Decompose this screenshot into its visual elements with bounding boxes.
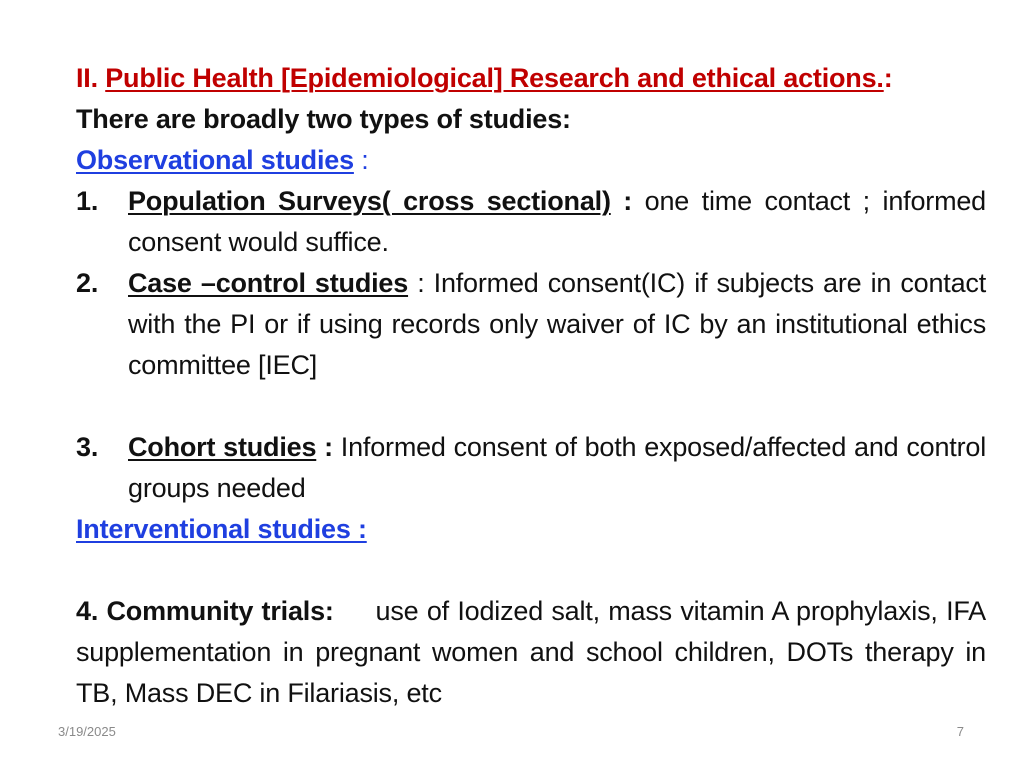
community-trials-paragraph — [76, 591, 986, 714]
observational-heading — [76, 140, 986, 181]
interventional-heading — [76, 509, 986, 550]
item-body — [128, 427, 986, 509]
footer-date: 3/19/2025 — [58, 724, 116, 739]
item-separator: : — [408, 268, 434, 298]
item-body — [128, 263, 986, 386]
item-text: Informed consent of both exposed/affected and control groups needed — [128, 432, 987, 503]
spacer — [76, 550, 986, 591]
item-separator: : — [316, 432, 341, 462]
item-text: one time contact ; informed consent would suffice. — [128, 186, 986, 257]
heading-suffix: : — [883, 63, 893, 93]
item-title: Case –control studies — [128, 268, 409, 298]
item-number: 1. — [76, 186, 99, 216]
item-text: Informed consent(IC) if subjects are in contact with the PI or if using records only waiver of IC by an institutional ethics committee [IEC] — [128, 268, 986, 380]
item-separator: : — [610, 186, 645, 216]
community-lead: 4. Community trials: — [76, 596, 334, 626]
study-item-2 — [76, 263, 986, 386]
study-item-3 — [76, 427, 986, 509]
heading-prefix: II. — [76, 63, 106, 93]
interventional-label: Interventional studies : — [76, 514, 367, 544]
community-text: use of Iodized salt, mass vitamin A prophylaxis, IFA supplementation in pregnant women and school children, DOTs therapy in TB, Mass DEC in Filariasis, etc — [76, 596, 986, 708]
slide-content — [76, 58, 986, 714]
item-title: Cohort studies — [128, 432, 317, 462]
heading-title: Public Health [Epidemiological] Research and ethical actions. — [105, 63, 884, 93]
footer-page-number: 7 — [956, 724, 964, 739]
observational-suffix: : — [353, 145, 369, 175]
item-body — [128, 181, 986, 263]
study-item-1 — [76, 181, 986, 263]
slide-heading — [76, 58, 986, 99]
spacer — [76, 386, 986, 427]
item-number: 2. — [76, 268, 99, 298]
observational-label: Observational studies — [76, 145, 354, 175]
intro-text: There are broadly two types of studies: — [76, 104, 571, 134]
item-number: 3. — [76, 432, 99, 462]
item-title: Population Surveys( cross sectional) — [128, 186, 611, 216]
